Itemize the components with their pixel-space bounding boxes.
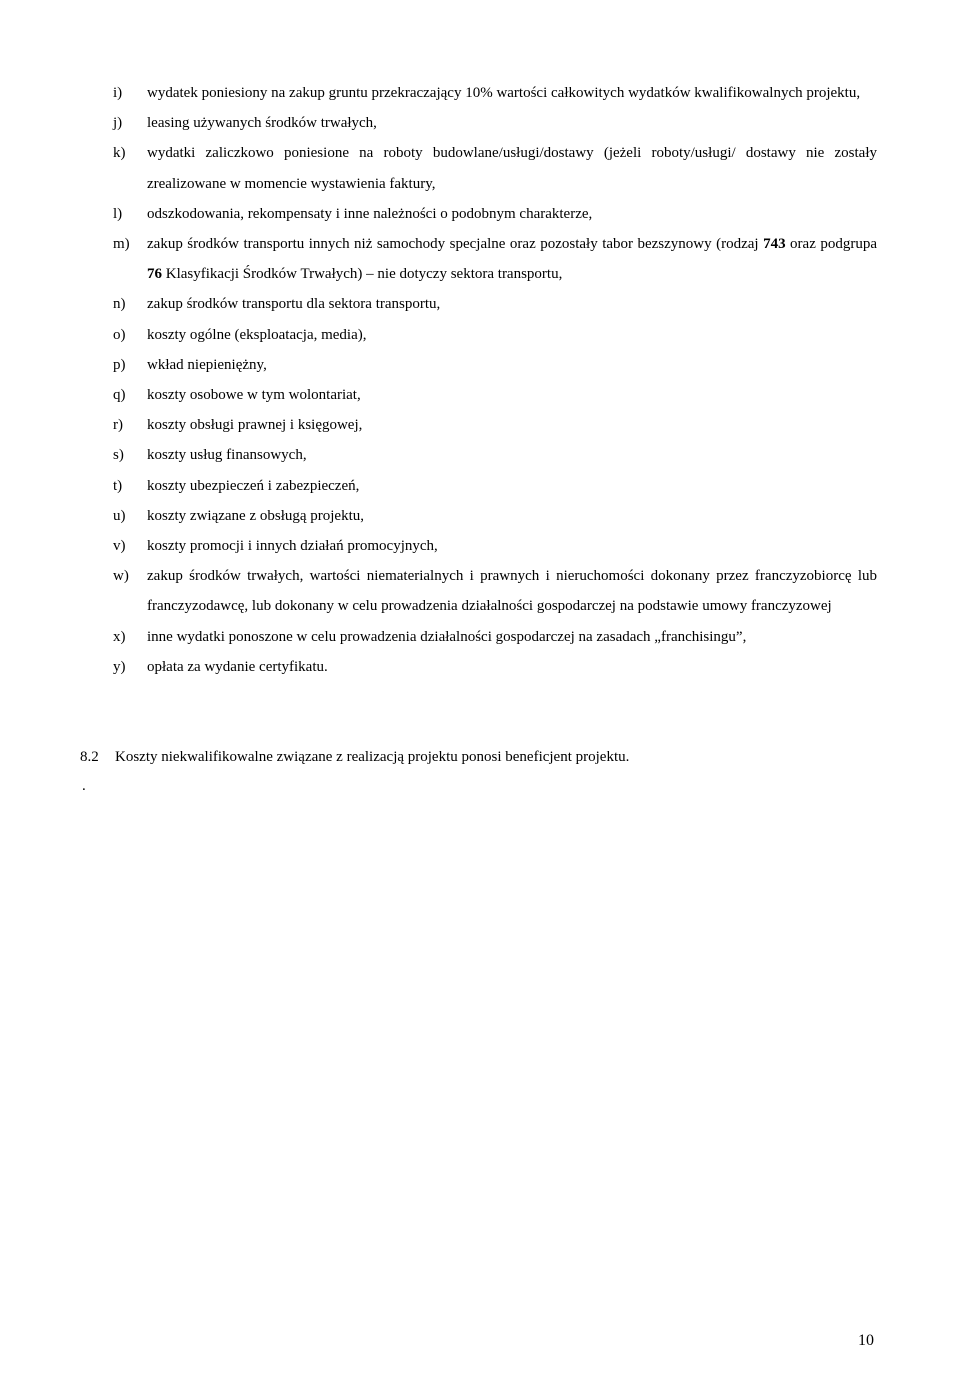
list-item-text: leasing używanych środków trwałych, (147, 115, 377, 132)
list-item-label: s) (113, 447, 124, 464)
list-item-m (0, 229, 877, 289)
list-item-label: p) (113, 356, 126, 373)
list-item-text: koszty obsługi prawnej i księgowej, (147, 417, 363, 434)
list-item-label: r) (113, 417, 123, 434)
list-item-label: u) (113, 507, 126, 524)
list-item-text: koszty ubezpieczeń i zabezpieczeń, (147, 477, 360, 494)
list-item-label: t) (113, 477, 123, 494)
list-item-p (0, 350, 877, 380)
list-item-label: m) (113, 236, 130, 253)
list-item-text: koszty ogólne (eksploatacja, media), (147, 326, 367, 343)
section-number: 8.2 (80, 749, 99, 765)
list-item-y (0, 652, 877, 682)
list-item-text: zakup środków transportu innych niż samochody specjalne oraz pozostały tabor bezszynowy (rodzaj (147, 236, 764, 253)
list-item-text: odszkodowania, rekompensaty i inne należności o podobnym charakterze, (147, 205, 593, 222)
list-item-u (0, 501, 877, 531)
asset-type-code: 743 (763, 236, 786, 253)
list-item-label: l) (113, 205, 123, 222)
list-item-o (0, 320, 877, 350)
list-item-text: koszty promocji i innych działań promocyjnych, (147, 538, 438, 555)
list-item-text: oraz podgrupa (785, 236, 878, 253)
list-item-label: o) (113, 326, 126, 343)
list-item-v (0, 531, 877, 561)
list-item-text: koszty związane z obsługą projektu, (147, 507, 365, 524)
ineligible-costs-list (0, 78, 960, 682)
list-item-i (0, 78, 877, 108)
list-item-label: w) (113, 568, 129, 585)
page-number: 10 (858, 1332, 874, 1349)
list-item-x (0, 622, 877, 652)
list-item-n (0, 289, 877, 319)
list-item-text: wydatek poniesiony na zakup gruntu przekraczający 10% wartości całkowitych wydatków kwalifikowalnych projektu, (147, 85, 861, 101)
list-item-label: i) (113, 85, 123, 101)
list-item-q (0, 380, 877, 410)
stray-dot: . (82, 778, 86, 794)
list-item-text: Klasyfikacji Środków Trwałych) – nie dotyczy sektora transportu, (162, 266, 563, 283)
list-item-text: wkład niepieniężny, (147, 356, 267, 373)
list-item-text: wydatki zaliczkowo poniesione na roboty budowlane/usługi/dostawy (jeżeli roboty/usługi/ dostawy nie zostały zrealizowane w momencie wystawienia faktury, (147, 145, 877, 192)
list-item-k (0, 138, 877, 198)
section-8-2 (80, 742, 900, 772)
list-item-text: koszty usług finansowych, (147, 447, 307, 464)
list-item-label: v) (113, 538, 126, 555)
list-item-s (0, 440, 877, 470)
list-item-w (0, 561, 877, 621)
list-item-text: koszty osobowe w tym wolontariat, (147, 387, 361, 404)
list-item-text: zakup środków trwałych, wartości niematerialnych i prawnych i nieruchomości dokonany przez franczyzobiorcę lub franczyzodawcę, lub dokonany w celu prowadzenia działalności gospodarczej na podstawie umowy franczyzowej (147, 568, 877, 615)
list-item-t (0, 471, 877, 501)
list-item-l (0, 199, 877, 229)
asset-subgroup-code: 76 (147, 266, 162, 283)
list-item-label: k) (113, 145, 126, 162)
list-item-label: y) (113, 658, 126, 675)
list-item-text: opłata za wydanie certyfikatu. (147, 658, 328, 675)
list-item-r (0, 410, 877, 440)
list-item-label: x) (113, 628, 126, 645)
list-item-j (0, 108, 877, 138)
list-item-text: zakup środków transportu dla sektora transportu, (147, 296, 441, 313)
list-item-label: j) (113, 115, 123, 132)
list-item-label: q) (113, 387, 126, 404)
section-text: Koszty niekwalifikowalne związane z realizacją projektu ponosi beneficjent projektu. (115, 749, 630, 765)
list-item-label: n) (113, 296, 126, 313)
list-item-text: inne wydatki ponoszone w celu prowadzenia działalności gospodarczej na zasadach „franchisingu”, (147, 628, 747, 645)
